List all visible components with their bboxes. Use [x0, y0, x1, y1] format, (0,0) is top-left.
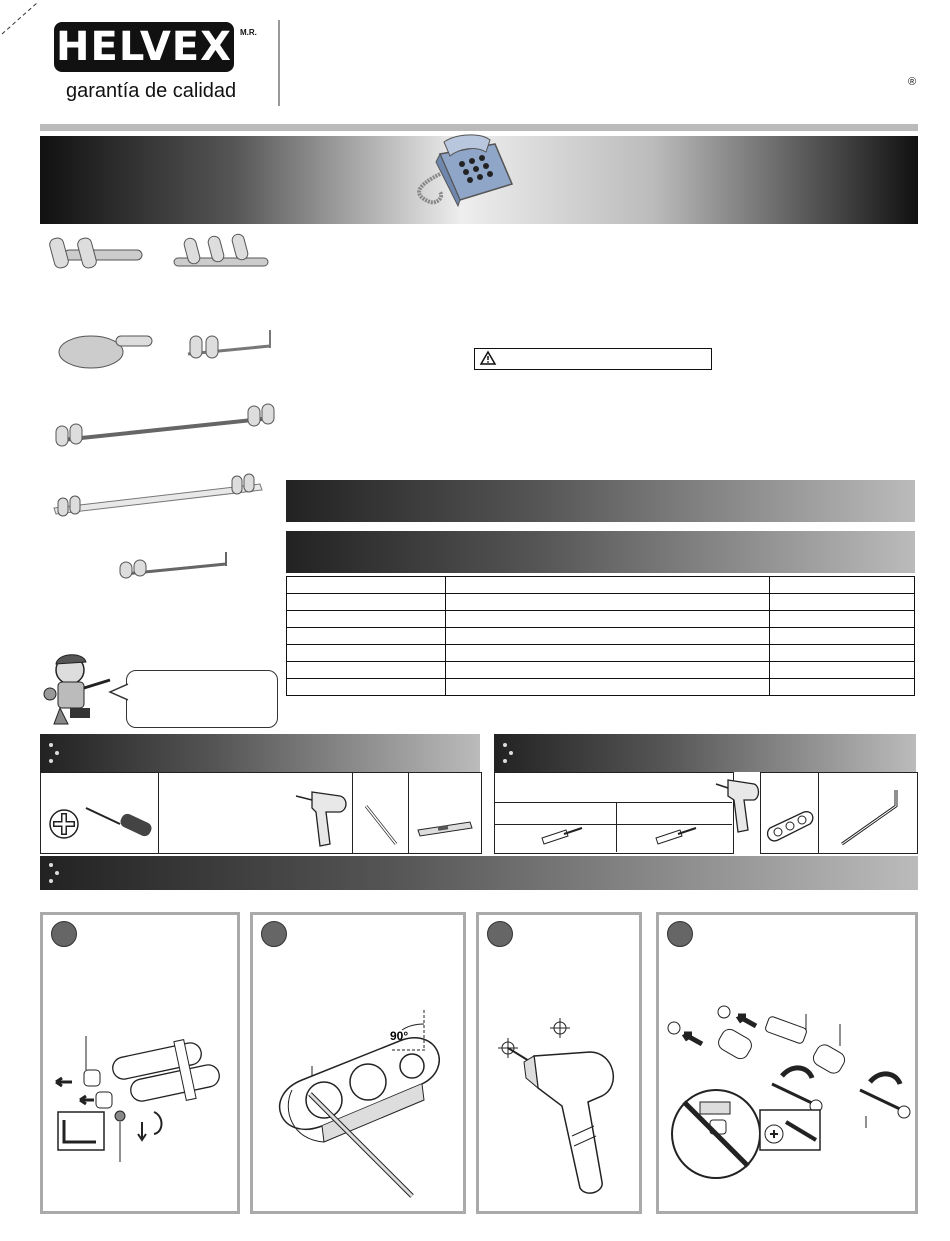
table-cell	[446, 594, 770, 611]
product-towel-bar-long	[52, 400, 280, 450]
table-cell	[287, 611, 446, 628]
step2-marking-illustration	[262, 1010, 462, 1210]
brand-logo	[54, 22, 234, 72]
anchor-divider	[616, 802, 617, 852]
bullet-dots-icon	[48, 742, 62, 764]
step3-drilling-illustration	[490, 1016, 640, 1200]
wall-anchor-icon	[654, 826, 698, 848]
table-cell	[287, 679, 446, 696]
table-row	[287, 628, 915, 645]
speech-bubble	[126, 670, 278, 728]
brand-tagline: garantía de calidad	[66, 80, 237, 102]
table-row	[287, 679, 915, 696]
template-icon	[764, 808, 814, 844]
section-header-bar	[286, 480, 915, 522]
table-cell	[446, 679, 770, 696]
anchor-divider	[494, 802, 732, 803]
tool-box-level	[408, 772, 482, 854]
brand-name: HELVEX	[56, 24, 232, 70]
table-cell	[770, 645, 915, 662]
header-rule	[40, 124, 918, 131]
table-cell	[287, 662, 446, 679]
step4-installation-illustration	[662, 1004, 916, 1204]
warning-box	[474, 348, 712, 370]
screwdriver-icon	[84, 804, 154, 840]
table-cell	[770, 662, 915, 679]
product-triple-hook	[172, 228, 272, 278]
steps-header-bar	[40, 856, 918, 890]
table-cell	[770, 628, 915, 645]
table-cell	[770, 594, 915, 611]
pencil-icon	[362, 802, 402, 848]
bullet-dots-icon	[48, 862, 62, 884]
product-soap-dish	[56, 326, 156, 376]
step-number-circle	[51, 921, 77, 947]
step-number-circle	[667, 921, 693, 947]
product-towel-bar-short	[184, 326, 280, 362]
level-icon	[416, 818, 474, 838]
included-parts-header-bar	[494, 734, 916, 772]
speech-bubble-tail	[108, 682, 130, 702]
table-cell	[770, 577, 915, 594]
table-cell	[446, 577, 770, 594]
table-row	[287, 662, 915, 679]
table-cell	[287, 594, 446, 611]
table-row	[287, 577, 915, 594]
step-number-circle	[487, 921, 513, 947]
drill-icon	[296, 786, 350, 848]
table-cell	[770, 679, 915, 696]
table-cell	[446, 628, 770, 645]
anchor-divider	[494, 824, 732, 825]
table-cell	[770, 611, 915, 628]
phillips-screw-icon	[48, 808, 80, 840]
step1-disassembly-illustration	[50, 1036, 236, 1162]
wall-anchor-icon	[540, 826, 584, 848]
tool-box-anchors	[494, 772, 734, 854]
drill-icon	[716, 776, 762, 834]
corner-dashed-line	[0, 0, 40, 40]
step-number-circle	[261, 921, 287, 947]
table-cell	[446, 662, 770, 679]
table-cell	[446, 611, 770, 628]
table-row	[287, 645, 915, 662]
table-cell	[287, 628, 446, 645]
telephone-icon	[400, 134, 520, 214]
warning-triangle-icon	[480, 351, 496, 365]
product-paper-holder	[114, 550, 234, 580]
table-cell	[287, 645, 446, 662]
tools-header-bar	[40, 734, 480, 772]
table-cell	[446, 645, 770, 662]
spec-table	[286, 576, 915, 696]
table-row	[287, 611, 915, 628]
allen-key-icon	[838, 786, 908, 848]
angle-label: 90°	[390, 1029, 409, 1043]
table-row	[287, 594, 915, 611]
header-divider	[278, 20, 280, 106]
registered-mark: ®	[908, 76, 917, 88]
table-cell	[287, 577, 446, 594]
product-glass-shelf	[50, 472, 266, 520]
bullet-dots-icon	[502, 742, 516, 764]
spec-header-bar	[286, 531, 915, 573]
trademark-mark: M.R.	[240, 28, 257, 37]
product-double-hook	[44, 228, 154, 278]
